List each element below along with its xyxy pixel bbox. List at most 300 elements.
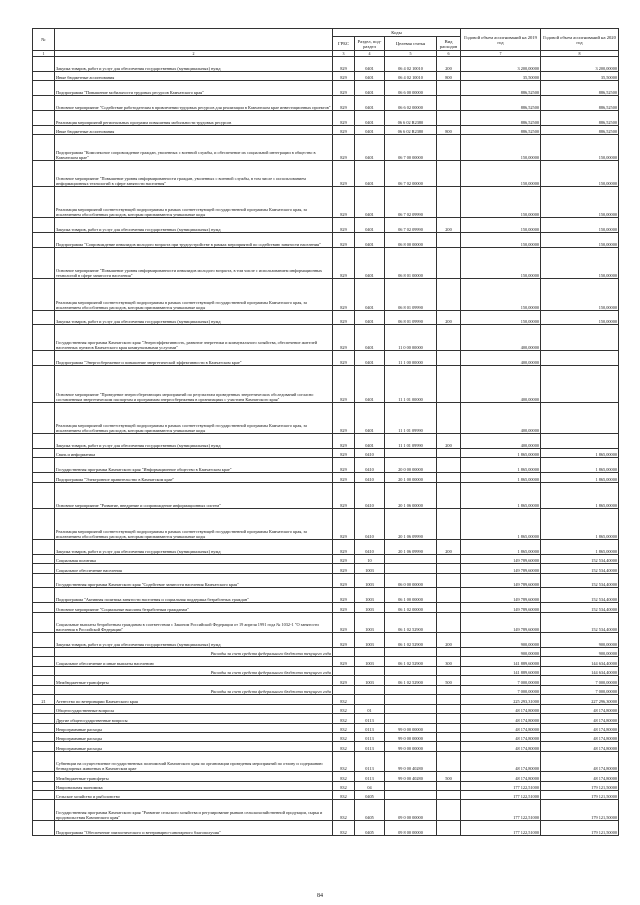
row-name: Закупка товаров, работ и услуг для обеспечения государственных (муниципальных) нужд xyxy=(55,434,333,449)
razdel-code: 0410 xyxy=(355,482,385,508)
amount-2020: 900,00000 xyxy=(541,633,619,648)
grbs-code: 829 xyxy=(333,573,355,588)
amount-2020: 152 534,40000 xyxy=(541,573,619,588)
row-number xyxy=(33,554,55,563)
target-article-code: 99 0 00 40280 xyxy=(385,772,437,781)
expense-type-code xyxy=(437,81,461,96)
razdel-code: 0410 xyxy=(355,508,385,539)
row-number xyxy=(33,233,55,248)
row-name: Государственная программа Камчатского края "Содействие занятости населения Камчатского края" xyxy=(55,573,333,588)
col-2020-header: Годовой объем ассигнований на 2020 год xyxy=(541,29,619,51)
amount-2020 xyxy=(541,325,619,351)
target-article-code: 06 8 01 00000 xyxy=(385,248,437,279)
col-2019-header: Годовой объем ассигнований на 2019 год xyxy=(461,29,541,51)
razdel-code: 0401 xyxy=(355,233,385,248)
expense-type-code xyxy=(437,704,461,713)
amount-2019: 35,50000 xyxy=(461,71,541,80)
target-article-code xyxy=(385,704,437,713)
table-row xyxy=(33,539,619,554)
amount-2019: 149 789,60000 xyxy=(461,588,541,603)
amount-2020: 150,00000 xyxy=(541,161,619,187)
table-row xyxy=(33,248,619,279)
amount-2020: 144 634,40000 xyxy=(541,657,619,666)
row-name: Реализация мероприятий соответствующей подпрограммы в рамках соответствующей государственной программы Камчатского края, за исключением обособленных расходов, которым присваиваются уникальные коды xyxy=(55,279,333,310)
grbs-code: 832 xyxy=(333,772,355,781)
amount-2019: 150,00000 xyxy=(461,187,541,218)
row-number xyxy=(33,800,55,820)
amount-2019: 900,00000 xyxy=(461,648,541,657)
razdel-code: 04 xyxy=(355,781,385,790)
razdel-code: 0401 xyxy=(355,96,385,111)
row-number xyxy=(33,564,55,573)
amount-2020 xyxy=(541,366,619,403)
amount-2019: 150,00000 xyxy=(461,161,541,187)
table-row xyxy=(33,657,619,666)
target-article-code: 06 7 02 09990 xyxy=(385,218,437,233)
budget-table xyxy=(32,28,619,836)
amount-2019: 48 174,80000 xyxy=(461,704,541,713)
col-cs-header: Целевая статья xyxy=(385,37,437,51)
row-name: Закупка товаров, работ и услуг для обеспечения государственных (муниципальных) нужд xyxy=(55,57,333,72)
razdel-code: 0113 xyxy=(355,732,385,741)
row-name: Основное мероприятие "Содействие работодателям в привлечении трудовых ресурсов для реализации в Камчатском крае инвестиционных проектов" xyxy=(55,96,333,111)
table-row xyxy=(33,96,619,111)
razdel-code: 1003 xyxy=(355,603,385,612)
amount-2019: 141 889,60000 xyxy=(461,657,541,666)
expense-type-code xyxy=(437,800,461,820)
amount-2019: 900,00000 xyxy=(461,633,541,648)
amount-2019: 3 200,00000 xyxy=(461,57,541,72)
table-row xyxy=(33,588,619,603)
amount-2019: 149 789,60000 xyxy=(461,573,541,588)
expense-type-code xyxy=(437,161,461,187)
table-row xyxy=(33,473,619,482)
row-name: Закупка товаров, работ и услуг для обеспечения государственных (муниципальных) нужд xyxy=(55,539,333,554)
table-row xyxy=(33,603,619,612)
expense-type-code xyxy=(437,448,461,457)
amount-2020: 1 865,00000 xyxy=(541,539,619,554)
grbs-code: 829 xyxy=(333,126,355,135)
row-number xyxy=(33,751,55,771)
target-article-code: 06 8 01 09990 xyxy=(385,310,437,325)
index-cell: 8 xyxy=(541,51,619,57)
table-row xyxy=(33,310,619,325)
expense-type-code xyxy=(437,564,461,573)
row-number xyxy=(33,325,55,351)
razdel-code: 0401 xyxy=(355,402,385,433)
table-row xyxy=(33,820,619,835)
target-article-code: 20 1 00 00000 xyxy=(385,473,437,482)
row-name: Основное мероприятие "Развитие, внедрение и сопровождение информационных систем" xyxy=(55,482,333,508)
razdel-code: 0405 xyxy=(355,791,385,800)
amount-2020: 48 174,80000 xyxy=(541,751,619,771)
row-name: Государственная программа Камчатского края "Энергоэффективность, развитие энергетики и коммунального хозяйства, обеспечение жителей населенных пунктов Камчатского края коммунальными услугами" xyxy=(55,325,333,351)
target-article-code: 99 0 00 00000 xyxy=(385,732,437,741)
expense-type-code xyxy=(437,573,461,588)
razdel-code: 0401 xyxy=(355,310,385,325)
amount-2019: 7 000,00000 xyxy=(461,676,541,685)
row-name: Основное мероприятие "Повышение уровня информированности инвалидов молодого возраста, в том числе с использованием информационных технологий в сфере занятости населения" xyxy=(55,248,333,279)
row-name: Социальные выплаты безработным гражданам в соответствии с Законом Российской Федерации от 19 апреля 1991 года № 1032-1 "О занятости населения в Российской Федерации" xyxy=(55,612,333,632)
grbs-code: 832 xyxy=(333,695,355,704)
expense-type-code xyxy=(437,233,461,248)
razdel-code: 0113 xyxy=(355,742,385,751)
amount-2020: 150,00000 xyxy=(541,279,619,310)
target-article-code: 09 8 00 00000 xyxy=(385,820,437,835)
amount-2019: 886,52500 xyxy=(461,126,541,135)
target-article-code: 09 0 00 00000 xyxy=(385,800,437,820)
row-name: Подпрограмма "Повышение мобильности трудовых ресурсов Камчатского края" xyxy=(55,81,333,96)
expense-type-code xyxy=(437,820,461,835)
grbs-code xyxy=(333,666,355,675)
razdel-code: 1003 xyxy=(355,633,385,648)
target-article-code: 06 7 02 00000 xyxy=(385,161,437,187)
index-cell: 4 xyxy=(355,51,385,57)
table-row xyxy=(33,351,619,366)
table-row xyxy=(33,732,619,741)
row-number xyxy=(33,96,55,111)
table-row xyxy=(33,279,619,310)
razdel-code: 10 xyxy=(355,554,385,563)
grbs-code: 829 xyxy=(333,279,355,310)
grbs-code: 829 xyxy=(333,325,355,351)
row-number xyxy=(33,685,55,694)
row-number xyxy=(33,791,55,800)
grbs-code: 829 xyxy=(333,458,355,473)
amount-2019: 400,00000 xyxy=(461,366,541,403)
razdel-code: 1003 xyxy=(355,564,385,573)
table-row xyxy=(33,742,619,751)
amount-2019: 1 865,00000 xyxy=(461,473,541,482)
grbs-code: 832 xyxy=(333,791,355,800)
row-name: Реализация мероприятий соответствующей подпрограммы в рамках соответствующей государственной программы Камчатского края, за исключением обособленных расходов, которым присваиваются уникальные коды xyxy=(55,508,333,539)
razdel-code: 0401 xyxy=(355,279,385,310)
target-article-code: 06 6 00 00000 xyxy=(385,81,437,96)
expense-type-code xyxy=(437,135,461,161)
target-article-code: 06 8 00 00000 xyxy=(385,233,437,248)
row-number xyxy=(33,633,55,648)
razdel-code: 0401 xyxy=(355,135,385,161)
razdel-code: 0401 xyxy=(355,57,385,72)
row-name: Социальное обеспечение и иные выплаты населению xyxy=(55,657,333,666)
razdel-code: 0113 xyxy=(355,723,385,732)
amount-2020: 179 121,50000 xyxy=(541,791,619,800)
target-article-code: 06 4 02 10010 xyxy=(385,57,437,72)
table-row xyxy=(33,57,619,72)
expense-type-code: 800 xyxy=(437,126,461,135)
grbs-code: 829 xyxy=(333,473,355,482)
expense-type-code xyxy=(437,111,461,126)
row-number xyxy=(33,402,55,433)
razdel-code: 0410 xyxy=(355,473,385,482)
row-name: Реализация мероприятий региональных программ повышения мобильности трудовых ресурсов xyxy=(55,111,333,126)
razdel-code: 0113 xyxy=(355,714,385,723)
amount-2019: 149 789,60000 xyxy=(461,554,541,563)
amount-2020: 152 534,40000 xyxy=(541,564,619,573)
target-article-code: 11 0 00 00000 xyxy=(385,325,437,351)
row-number xyxy=(33,573,55,588)
row-name: Расходы за счет средств федерального бюджета текущего года xyxy=(55,666,333,675)
target-article-code xyxy=(385,554,437,563)
expense-type-code xyxy=(437,742,461,751)
codes-header: Коды xyxy=(333,29,461,37)
row-name: Закупка товаров, работ и услуг для обеспечения государственных (муниципальных) нужд xyxy=(55,310,333,325)
row-number xyxy=(33,187,55,218)
table-row xyxy=(33,434,619,449)
amount-2020 xyxy=(541,351,619,366)
razdel-code: 0401 xyxy=(355,161,385,187)
target-article-code xyxy=(385,448,437,457)
grbs-code: 829 xyxy=(333,564,355,573)
target-article-code: 06 6 02 R2380 xyxy=(385,126,437,135)
amount-2019: 150,00000 xyxy=(461,135,541,161)
expense-type-code xyxy=(437,279,461,310)
grbs-code: 829 xyxy=(333,633,355,648)
grbs-code: 829 xyxy=(333,81,355,96)
amount-2020 xyxy=(541,434,619,449)
grbs-code: 829 xyxy=(333,71,355,80)
razdel-code: 0401 xyxy=(355,325,385,351)
amount-2019: 1 865,00000 xyxy=(461,482,541,508)
table-row xyxy=(33,772,619,781)
table-row xyxy=(33,135,619,161)
amount-2019: 150,00000 xyxy=(461,310,541,325)
row-number xyxy=(33,351,55,366)
amount-2019: 177 122,51000 xyxy=(461,820,541,835)
amount-2020: 1 865,00000 xyxy=(541,482,619,508)
grbs-code: 829 xyxy=(333,676,355,685)
target-article-code: 06 8 01 09990 xyxy=(385,279,437,310)
amount-2019: 225 293,31000 xyxy=(461,695,541,704)
row-number xyxy=(33,714,55,723)
razdel-code xyxy=(355,695,385,704)
amount-2020: 152 534,40000 xyxy=(541,603,619,612)
expense-type-code xyxy=(437,732,461,741)
amount-2019: 141 889,60000 xyxy=(461,666,541,675)
grbs-code: 829 xyxy=(333,111,355,126)
expense-type-code xyxy=(437,612,461,632)
target-article-code: 20 1 06 00000 xyxy=(385,482,437,508)
expense-type-code xyxy=(437,508,461,539)
row-name: Подпрограмма "Электронное правительство в Камчатском крае" xyxy=(55,473,333,482)
table-row xyxy=(33,695,619,704)
razdel-code: 0401 xyxy=(355,126,385,135)
row-number xyxy=(33,218,55,233)
target-article-code: 20 0 00 00000 xyxy=(385,458,437,473)
row-number xyxy=(33,666,55,675)
razdel-code: 0410 xyxy=(355,448,385,457)
amount-2020: 1 865,00000 xyxy=(541,458,619,473)
amount-2019: 1 865,00000 xyxy=(461,458,541,473)
grbs-code: 832 xyxy=(333,732,355,741)
row-number xyxy=(33,135,55,161)
expense-type-code xyxy=(437,723,461,732)
amount-2019: 149 789,60000 xyxy=(461,564,541,573)
target-article-code xyxy=(385,666,437,675)
row-name: Непрограммные расходы xyxy=(55,732,333,741)
amount-2020: 179 121,50000 xyxy=(541,781,619,790)
amount-2019: 48 174,80000 xyxy=(461,751,541,771)
amount-2019: 150,00000 xyxy=(461,279,541,310)
amount-2019: 48 174,80000 xyxy=(461,732,541,741)
col-vr-header: Вид расходов xyxy=(437,37,461,51)
razdel-code: 0113 xyxy=(355,751,385,771)
amount-2020: 1 865,00000 xyxy=(541,448,619,457)
expense-type-code xyxy=(437,603,461,612)
target-article-code: 06 6 02 R2380 xyxy=(385,111,437,126)
razdel-code: 1003 xyxy=(355,612,385,632)
razdel-code: 0405 xyxy=(355,820,385,835)
amount-2020: 48 174,80000 xyxy=(541,772,619,781)
row-name: Основное мероприятие "Социальные выплаты безработным гражданам" xyxy=(55,603,333,612)
row-name: Межбюджетные трансферты xyxy=(55,772,333,781)
amount-2020: 48 174,80000 xyxy=(541,714,619,723)
row-number xyxy=(33,820,55,835)
amount-2019: 1 865,00000 xyxy=(461,448,541,457)
expense-type-code: 300 xyxy=(437,657,461,666)
grbs-code: 832 xyxy=(333,751,355,771)
expense-type-code: 500 xyxy=(437,772,461,781)
target-article-code xyxy=(385,791,437,800)
amount-2019: 48 174,80000 xyxy=(461,723,541,732)
grbs-code: 829 xyxy=(333,603,355,612)
table-row xyxy=(33,325,619,351)
target-article-code xyxy=(385,648,437,657)
razdel-code: 0401 xyxy=(355,81,385,96)
amount-2020: 150,00000 xyxy=(541,233,619,248)
row-number xyxy=(33,310,55,325)
row-number xyxy=(33,126,55,135)
row-number xyxy=(33,248,55,279)
amount-2019: 150,00000 xyxy=(461,218,541,233)
amount-2020: 150,00000 xyxy=(541,218,619,233)
row-name: Иные бюджетные ассигнования xyxy=(55,126,333,135)
row-name: Основное мероприятие "Проведение энергосберегающих мероприятий по результатам проведенных энергетических обследований согласно составленным энергетическим паспортам и программам энергосбережения в организациях с участием Камчатского края" xyxy=(55,366,333,403)
expense-type-code xyxy=(437,714,461,723)
razdel-code: 0410 xyxy=(355,539,385,554)
target-article-code: 99 0 00 40280 xyxy=(385,751,437,771)
grbs-code: 832 xyxy=(333,820,355,835)
amount-2020: 179 121,50000 xyxy=(541,820,619,835)
grbs-code: 829 xyxy=(333,554,355,563)
grbs-code: 829 xyxy=(333,351,355,366)
row-name: Расходы за счет средств федерального бюджета текущего года xyxy=(55,685,333,694)
row-number xyxy=(33,742,55,751)
amount-2020: 150,00000 xyxy=(541,310,619,325)
amount-2019: 177 122,51000 xyxy=(461,791,541,800)
table-row xyxy=(33,111,619,126)
row-number xyxy=(33,57,55,72)
amount-2020: 152 534,40000 xyxy=(541,588,619,603)
table-row xyxy=(33,233,619,248)
expense-type-code xyxy=(437,96,461,111)
amount-2020: 1 865,00000 xyxy=(541,473,619,482)
amount-2020: 1 865,00000 xyxy=(541,508,619,539)
expense-type-code: 200 xyxy=(437,218,461,233)
amount-2020: 179 121,50000 xyxy=(541,800,619,820)
razdel-code xyxy=(355,648,385,657)
grbs-code: 829 xyxy=(333,657,355,666)
amount-2020: 886,52500 xyxy=(541,81,619,96)
target-article-code: 06 7 02 09990 xyxy=(385,187,437,218)
amount-2020: 150,00000 xyxy=(541,135,619,161)
amount-2019: 149 789,60000 xyxy=(461,612,541,632)
row-name: Связь и информатика xyxy=(55,448,333,457)
target-article-code: 11 1 01 09990 xyxy=(385,434,437,449)
table-row xyxy=(33,482,619,508)
index-cell: 7 xyxy=(461,51,541,57)
amount-2020: 886,52500 xyxy=(541,96,619,111)
row-name: Непрограммные расходы xyxy=(55,742,333,751)
row-number xyxy=(33,482,55,508)
target-article-code: 06 1 02 52900 xyxy=(385,657,437,666)
grbs-code: 829 xyxy=(333,218,355,233)
amount-2019: 150,00000 xyxy=(461,233,541,248)
grbs-code: 832 xyxy=(333,781,355,790)
page-number: 84 xyxy=(317,893,323,899)
row-name: Подпрограмма "Энергосбережение и повышение энергетической эффективности в Камчатском крае" xyxy=(55,351,333,366)
grbs-code: 829 xyxy=(333,434,355,449)
col-grbs-header: ГРБС xyxy=(333,37,355,51)
row-name: Социальное обеспечение населения xyxy=(55,564,333,573)
expense-type-code: 200 xyxy=(437,434,461,449)
target-article-code xyxy=(385,685,437,694)
amount-2019: 48 174,80000 xyxy=(461,772,541,781)
expense-type-code: 200 xyxy=(437,57,461,72)
row-name: Государственная программа Камчатского края "Информационное общество в Камчатском крае" xyxy=(55,458,333,473)
amount-2020: 150,00000 xyxy=(541,248,619,279)
expense-type-code xyxy=(437,695,461,704)
table-row xyxy=(33,161,619,187)
table-row xyxy=(33,666,619,675)
table-row xyxy=(33,71,619,80)
table-row xyxy=(33,648,619,657)
grbs-code: 832 xyxy=(333,714,355,723)
grbs-code: 829 xyxy=(333,135,355,161)
amount-2020: 48 174,80000 xyxy=(541,742,619,751)
razdel-code: 0113 xyxy=(355,772,385,781)
amount-2019: 400,00000 xyxy=(461,402,541,433)
row-number xyxy=(33,772,55,781)
razdel-code: 0401 xyxy=(355,351,385,366)
razdel-code: 0401 xyxy=(355,187,385,218)
table-row xyxy=(33,723,619,732)
row-number xyxy=(33,723,55,732)
amount-2019: 48 174,80000 xyxy=(461,714,541,723)
expense-type-code: 800 xyxy=(437,71,461,80)
table-row xyxy=(33,448,619,457)
expense-type-code: 200 xyxy=(437,539,461,554)
row-number xyxy=(33,111,55,126)
expense-type-code xyxy=(437,648,461,657)
row-number xyxy=(33,732,55,741)
grbs-code: 832 xyxy=(333,800,355,820)
target-article-code: 11 1 01 00000 xyxy=(385,366,437,403)
table-row xyxy=(33,573,619,588)
table-row xyxy=(33,126,619,135)
row-number xyxy=(33,676,55,685)
table-row xyxy=(33,704,619,713)
amount-2019: 400,00000 xyxy=(461,351,541,366)
index-cell: 3 xyxy=(333,51,355,57)
amount-2019: 177 122,51000 xyxy=(461,781,541,790)
target-article-code xyxy=(385,714,437,723)
grbs-code: 829 xyxy=(333,402,355,433)
expense-type-code xyxy=(437,781,461,790)
grbs-code: 829 xyxy=(333,96,355,111)
target-article-code: 06 4 02 10010 xyxy=(385,71,437,80)
row-number xyxy=(33,434,55,449)
